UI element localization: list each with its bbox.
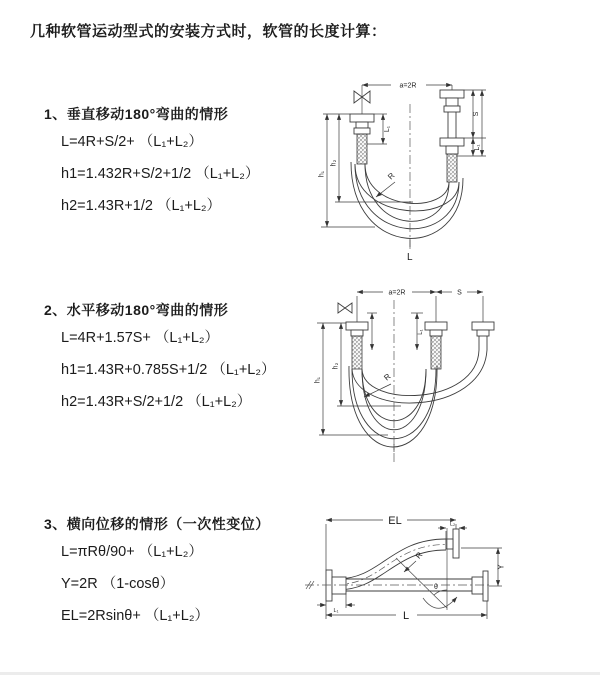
dim-label-h2: h₂ [330, 159, 338, 167]
dim-label-s: S [473, 111, 480, 117]
valve-icon [338, 303, 345, 313]
dim-label-r: R [386, 171, 397, 182]
section-1 [44, 104, 259, 222]
dim-label-a2r: a=2R [399, 82, 417, 90]
braided-hose-section [357, 134, 367, 164]
diagram-1-svg [305, 68, 595, 268]
valve-icon [354, 91, 362, 103]
formula-1-h2: h2=1.43R+1/2 （L₁+L₂） [61, 198, 222, 214]
dim-label-h2: h₂ [332, 362, 340, 370]
dim-label-r: R [413, 550, 425, 561]
dim-label-l1-right: L₁ [474, 144, 481, 151]
dim-label-l: L [402, 610, 410, 622]
dim-label-l1-left: L₁ [384, 125, 391, 133]
diagram-horizontal-180-bend [303, 276, 600, 479]
dim-label-h1: h₁ [318, 170, 326, 178]
dim-label-l1: L₁ [333, 608, 339, 614]
formula-3-L: L=πRθ/90+ （L₁+L₂） [61, 544, 203, 560]
section-3-heading: 3、横向位移的情形（一次性变位） [44, 516, 270, 532]
diagram-vertical-180-bend [305, 68, 595, 273]
page-title: 几种软管运动型式的安装方式时，软管的长度计算： [30, 23, 387, 40]
dim-label-h1: h₁ [314, 376, 322, 384]
dim-label-a2r: a=2R [388, 289, 406, 297]
dim-label-l2: L₂ [449, 521, 456, 528]
dim-label-r: R [382, 371, 393, 383]
formula-2-L: L=4R+1.57S+ （L₁+L₂） [61, 330, 220, 346]
formula-3-EL: EL=2Rsinθ+ （L₁+L₂） [61, 608, 209, 624]
dim-label-l: L [407, 252, 413, 263]
formula-1-L: L=4R+S/2+ （L₁+L₂） [61, 134, 203, 150]
section-3 [44, 514, 270, 632]
diagram-3-svg [295, 498, 600, 650]
diagram-lateral-displacement [295, 498, 600, 655]
braided-hose-section [352, 336, 362, 369]
formula-3-Y: Y=2R （1-cosθ） [61, 576, 175, 592]
diagram-2-svg [303, 276, 600, 474]
section-2 [44, 300, 275, 418]
dim-label-l1: L₁ [418, 329, 424, 335]
formula-1-h1: h1=1.432R+S/2+1/2 （L₁+L₂） [61, 166, 260, 182]
formula-2-h1: h1=1.43R+0.785S+1/2 （L₁+L₂） [61, 362, 276, 378]
section-2-heading: 2、水平移动180°弯曲的情形 [44, 302, 229, 318]
dim-label-y: Y [496, 564, 506, 570]
dim-label-s: S [457, 289, 462, 297]
formula-2-h2: h2=1.43R+S/2+1/2 （L₁+L₂） [61, 394, 252, 410]
section-1-heading: 1、垂直移动180°弯曲的情形 [44, 106, 229, 122]
dim-label-el: EL [388, 515, 402, 527]
dim-label-theta: θ [434, 584, 438, 591]
